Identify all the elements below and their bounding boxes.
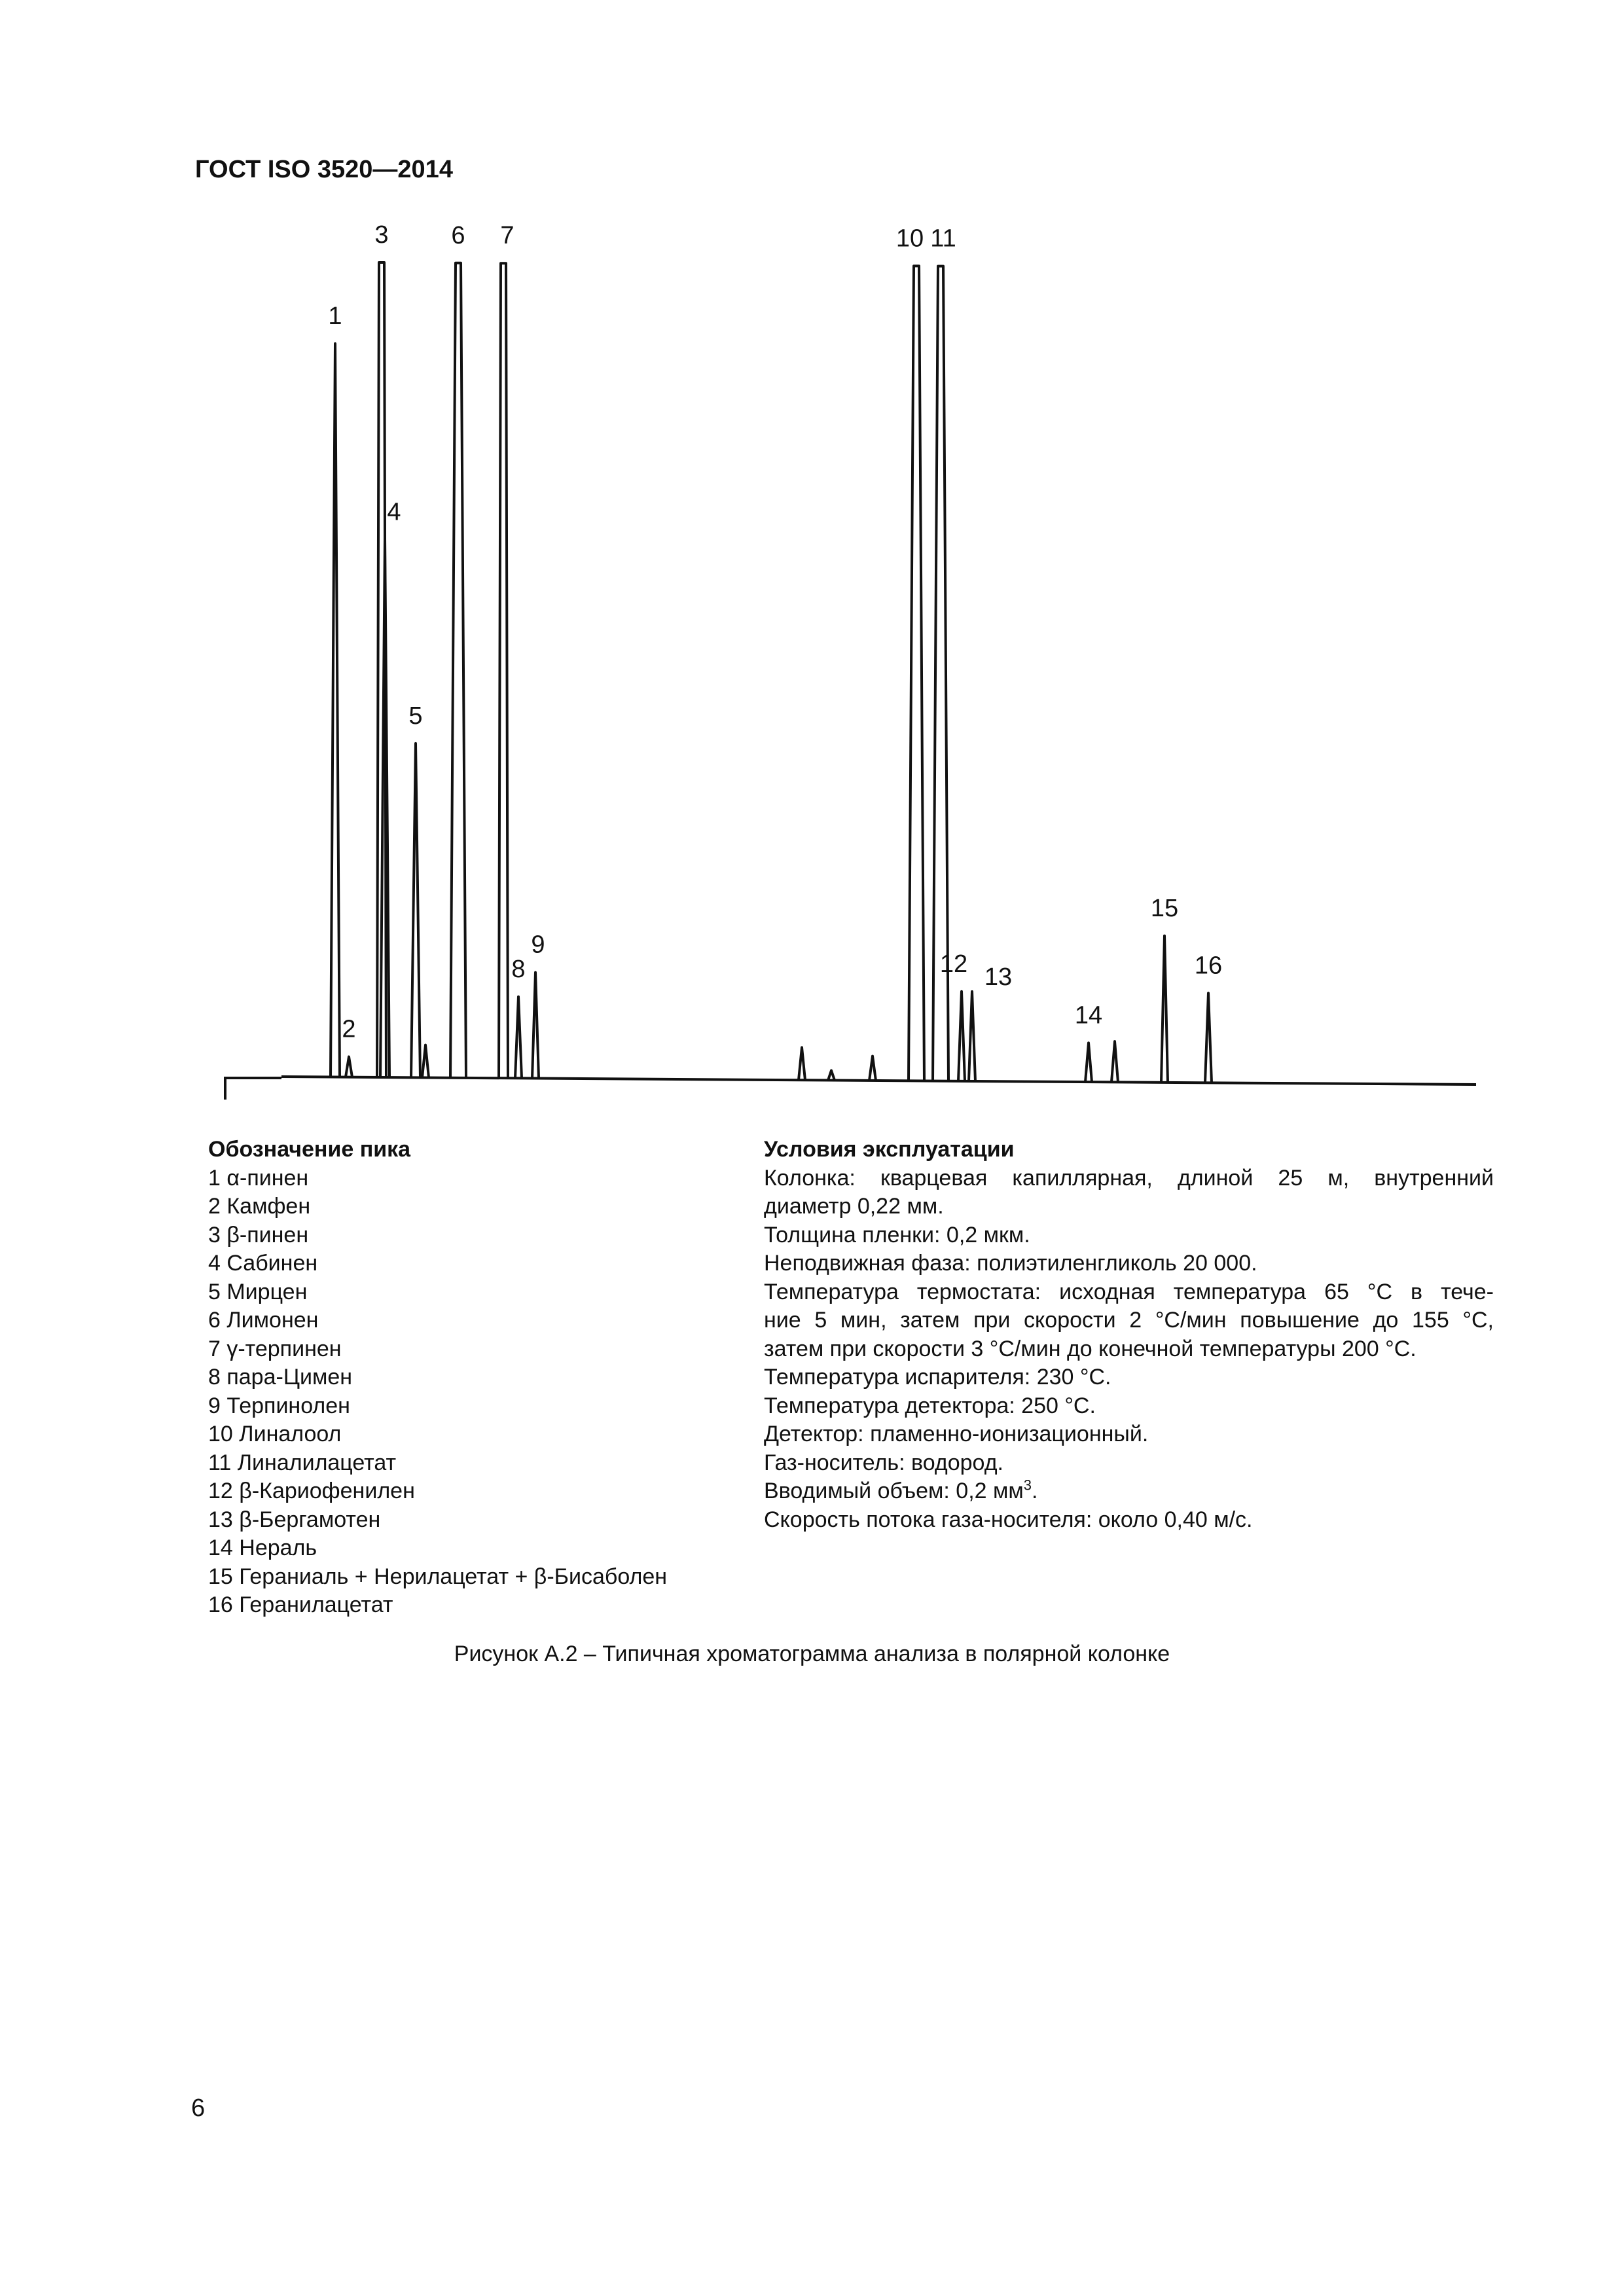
minor-peak-5 [1111,1041,1118,1082]
peak-5 [411,744,420,1077]
page-number: 6 [191,2094,206,2122]
condition-column: Колонка: кварцевая капиллярная, длиной 25 м, внутренний [764,1165,1494,1191]
peak-label-9: 9 [531,931,545,959]
peak-label-13: 13 [984,963,1013,991]
legend-item: 16 Геранилацетат [208,1592,393,1617]
peak-label-7: 7 [500,222,514,250]
legend-item: 8 пара-Цимен [208,1365,353,1390]
peak-1 [331,344,340,1077]
peak-7 [499,263,508,1078]
condition-thermostat: Температура термостата: исходная температура 65 °C в тече- [764,1279,1494,1304]
peak-label-12: 12 [939,950,968,978]
legend-item: 12 β-Кариофенилен [208,1479,415,1503]
peak-13 [969,992,975,1081]
minor-peak-2 [799,1047,805,1080]
volume-text: Вводимый объем: 0,2 мм [764,1479,1024,1503]
peak-6 [450,263,466,1078]
peak-12 [958,992,965,1081]
peak-label-11: 11 [930,224,956,253]
chromatogram-trace [281,262,1476,1085]
minor-peak-3 [828,1071,835,1081]
legend-item: 11 Линалилацетат [208,1450,397,1475]
condition-detector: Детектор: пламенно-ионизационный. [764,1422,1149,1446]
condition-thermostat-cont: ние 5 мин, затем при скорости 2 °C/мин повышение до 155 °C, [764,1308,1494,1333]
legend-item: 2 Камфен [208,1194,311,1219]
peak-label-16: 16 [1194,952,1223,980]
peak-label-14: 14 [1074,1001,1103,1030]
legend-item: 7 γ-терпинен [208,1336,342,1361]
chromatogram-plot [0,0,1624,1145]
legend-item: 3 β-пинен [208,1222,309,1247]
peak-label-3: 3 [374,221,389,249]
minor-peak-1 [422,1045,429,1078]
condition-detector-temp: Температура детектора: 250 °C. [764,1393,1096,1418]
peak-label-2: 2 [342,1015,356,1043]
legend-item: 4 Сабинен [208,1251,318,1276]
legend-item: 1 α-пинен [208,1165,309,1191]
peak-15 [1161,936,1168,1083]
legend-item: 15 Гераниаль + Нерилацетат + β-Бисаболен [208,1564,668,1589]
peak-2 [346,1057,352,1077]
operating-conditions [764,1136,1494,1534]
legend-item: 14 Нераль [208,1535,317,1560]
condition-column-cont: диаметр 0,22 мм. [764,1194,944,1219]
figure-caption: Рисунок А.2 – Типичная хроматограмма анализа в полярной колонке [454,1641,1170,1666]
document-header: ГОСТ ISO 3520—2014 [195,156,453,183]
volume-superscript: 3 [1023,1477,1032,1494]
legend-item: 13 β-Бергамотен [208,1507,381,1532]
volume-end: . [1032,1479,1038,1503]
conditions-title: Условия эксплуатации [764,1137,1015,1162]
peak-9 [532,973,539,1079]
legend-item: 10 Линалоол [208,1422,342,1446]
peak-label-15: 15 [1150,894,1179,922]
legend-title: Обозначение пика [208,1137,411,1162]
peak-legend [208,1136,732,1620]
condition-volume [764,1477,1494,1506]
condition-thermostat-end: затем при скорости 3 °C/мин до конечной температуры 200 °C. [764,1336,1416,1361]
condition-phase: Неподвижная фаза: полиэтиленгликоль 20 000. [764,1251,1257,1276]
peak-label-10: 10 [895,224,924,253]
condition-film: Толщина пленки: 0,2 мкм. [764,1222,1030,1247]
condition-flow: Скорость потока газа-носителя: около 0,40 м/с. [764,1507,1253,1532]
peak-14 [1085,1043,1092,1082]
condition-injector: Температура испарителя: 230 °C. [764,1365,1111,1390]
peak-label-6: 6 [451,221,465,249]
legend-item: 9 Терпинолен [208,1393,350,1418]
condition-carrier: Газ-носитель: водород. [764,1450,1003,1475]
peak-label-8: 8 [511,955,526,983]
baseline-start-tick [225,1078,281,1100]
chromatogram [0,0,1624,1145]
baseline [281,1077,1476,1085]
legend-item: 5 Мирцен [208,1279,308,1304]
peak-label-4: 4 [387,498,401,526]
peak-16 [1205,993,1212,1083]
legend-item: 6 Лимонен [208,1308,319,1333]
peak-label-5: 5 [408,702,423,730]
peak-8 [515,997,522,1079]
peak-10 [909,266,924,1081]
minor-peak-4 [869,1056,876,1081]
peak-label-1: 1 [328,302,342,331]
